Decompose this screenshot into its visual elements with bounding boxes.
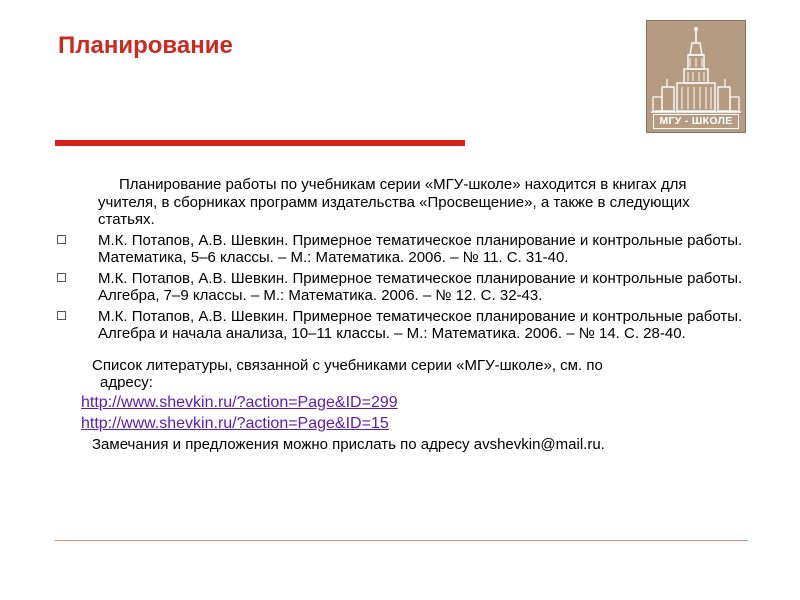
checkbox-bullet-icon	[57, 235, 66, 244]
literature-link-299[interactable]: http://www.shevkin.ru/?action=Page&ID=299	[81, 393, 398, 411]
checkbox-bullet-icon	[57, 273, 66, 282]
literature-link-15[interactable]: http://www.shevkin.ru/?action=Page&ID=15	[81, 414, 389, 432]
reference-item	[54, 270, 743, 305]
reference-text: М.К. Потапов, А.В. Шевкин. Примерное тематическое планирование и контрольные работы. Алгебра, 7–9 классы. – М.: Математика. 2006. – № 12. С. 32-43.	[98, 269, 743, 304]
reference-text: М.К. Потапов, А.В. Шевкин. Примерное тематическое планирование и контрольные работы. Алгебра и начала анализа, 10–11 классы. – М.: Математика. 2006. – № 14. С. 28-40.	[98, 307, 743, 342]
literature-text-line1: Список литературы, связанной с учебниками серии «МГУ-школе», см. по	[92, 356, 603, 374]
title-underline	[55, 140, 465, 146]
reference-text: М.К. Потапов, А.В. Шевкин. Примерное тематическое планирование и контрольные работы. Математика, 5–6 классы. – М.: Математика. 2006. – № 11. С. 31-40.	[98, 231, 743, 266]
literature-text-line2: адресу:	[100, 374, 153, 391]
msu-logo	[646, 20, 746, 133]
reference-item	[54, 308, 743, 343]
intro-paragraph: Планирование работы по учебникам серии «МГУ-школе» находится в книгах для учителя, в сборниках программ издательства «Просвещение», а также в следующих статьях.	[98, 176, 690, 228]
checkbox-bullet-icon	[57, 311, 66, 320]
reference-item	[54, 232, 743, 267]
footer-divider	[55, 540, 748, 541]
slide-body	[54, 176, 744, 453]
logo-label: МГУ - ШКОЛЕ	[653, 114, 739, 129]
remarks-text: Замечания и предложения можно прислать по адресу avshevkin@mail.ru.	[92, 435, 605, 453]
literature-note	[92, 357, 732, 392]
slide-title: Планирование	[58, 32, 233, 59]
